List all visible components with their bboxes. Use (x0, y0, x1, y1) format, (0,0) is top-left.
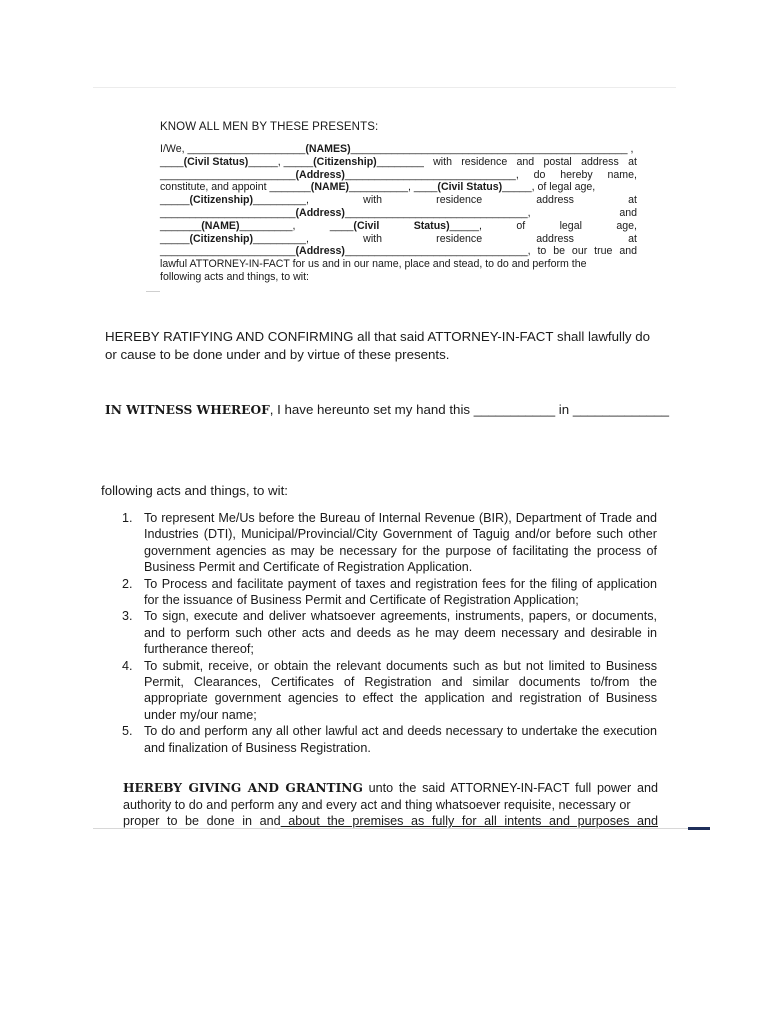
ratify-paragraph (105, 328, 665, 364)
document-title: KNOW ALL MEN BY THESE PRESENTS: (160, 121, 379, 133)
form-line-segment: with (363, 194, 383, 207)
form-line-segment: _____(Citizenship)_________, (160, 194, 310, 207)
separator-dash (146, 291, 160, 292)
form-line-segment: address (581, 155, 619, 168)
form-line-segment: _______________________(Address)_______________________________, (160, 206, 531, 219)
form-line (160, 245, 637, 258)
witness-paragraph (105, 401, 669, 419)
item-text: To sign, execute and deliver whatsoever agreements, instruments, papers, or documents, and to perform such other acts and deeds as he may deem necessary and desirable in furtherance thereof; (144, 609, 657, 657)
form-line-segment: age, (616, 219, 637, 232)
item-text: To submit, receive, or obtain the relevant documents such as but not limited to Business Permit, Clearances, Certificates of Registration and similar documents to/from the appropriate government agencies to effect the application and registration of Business under my/our name; (144, 658, 657, 722)
form-line-segment: and (619, 206, 637, 219)
item-number: 4. (122, 658, 133, 673)
form-line-segment: ____(Civil Status)_____, _____(Citizenship)________ (160, 155, 424, 168)
form-line-segment: Status)_____, (413, 219, 482, 232)
form-line-segment: residence (436, 232, 483, 245)
form-line (160, 169, 637, 182)
form-line-segment: _______(NAME)_________, (160, 219, 296, 232)
item-number: 1. (122, 511, 133, 525)
giving-text: unto the said ATTORNEY-IN-FACT full power and authority to do and perform any and every act and thing whatsoever requisite, necessary or (123, 781, 658, 812)
ratify-lead: HEREBY RATIFYING AND CONFIRMING (105, 329, 354, 344)
form-line-segment: hereby (560, 168, 593, 181)
bottom-rule-accent (688, 827, 710, 830)
item-number: 3. (122, 609, 133, 624)
giving-last-underlined: about the premises as fully for all intents and purposes and (280, 814, 658, 829)
form-line-segment: at (628, 232, 637, 245)
form-line-segment: and (619, 245, 637, 258)
form-line (160, 143, 637, 156)
witness-text: , I have hereunto set my hand this ___________ in _____________ (269, 402, 669, 417)
form-line-segment: ____(Civil (329, 219, 380, 232)
acts-list (122, 510, 657, 756)
form-line-segment: _______________________(Address)_______________________________, (160, 245, 531, 258)
form-line-segment: following acts and things, to wit: (160, 270, 309, 283)
form-line-segment: _____(Citizenship)_________, (160, 232, 310, 245)
top-rule (93, 87, 676, 88)
form-line-segment: address (536, 232, 574, 245)
list-item (122, 723, 657, 756)
form-line-segment: true (594, 245, 613, 258)
form-line-segment: with (363, 232, 383, 245)
form-line-segment: I/We, ____________________(NAMES)_______________________________________________ , (160, 143, 634, 155)
form-line-segment: be (553, 245, 566, 258)
ratify-text: all that said ATTORNEY-IN-FACT shall lawfully do or cause to be done under and by virtue of these presents. (105, 329, 651, 362)
form-line-segment: name, (607, 168, 637, 181)
form-line (160, 271, 637, 284)
form-line (160, 156, 637, 169)
form-line (160, 194, 637, 207)
form-line-segment: our (571, 245, 588, 258)
item-text: To Process and facilitate payment of taxes and registration fees for the filing of application for the issuance of Business Permit and Certificate of Registration Application; (144, 576, 657, 608)
form-line (160, 181, 637, 194)
list-item (122, 608, 657, 657)
form-line-segment: with (433, 155, 452, 168)
form-line (160, 220, 637, 233)
form-line-segment: _______________________(Address)_____________________________, (160, 168, 519, 181)
item-text: To do and perform any all other lawful act and deeds necessary to undertake the execution and finalization of Business Registration. (144, 724, 657, 755)
form-line (160, 258, 637, 271)
form-line-segment: residence (436, 194, 483, 207)
form-line-segment: to (537, 245, 547, 258)
giving-last-plain: proper to be done in and (123, 814, 281, 829)
form-line-segment: at (628, 155, 637, 168)
list-item (122, 576, 657, 609)
form-line-segment: residence (461, 155, 508, 168)
form-line (160, 207, 637, 220)
giving-lead: HEREBY GIVING AND GRANTING (123, 781, 363, 795)
form-line-segment: legal (559, 219, 582, 232)
form-line-segment: postal (543, 155, 572, 168)
form-line (160, 233, 637, 246)
bottom-rule (93, 828, 710, 829)
form-line-segment: constitute, and appoint _______(NAME)__________, ____(Civil Status)_____, of legal age, (160, 181, 596, 194)
list-item (122, 658, 657, 724)
form-line-segment: do (533, 168, 546, 181)
giving-paragraph (123, 780, 658, 830)
appointment-form (160, 143, 637, 284)
item-number: 2. (122, 576, 133, 591)
item-text: To represent Me/Us before the Bureau of Internal Revenue (BIR), Department of Trade and Industries (DTI), Municipal/Provincial/City Government of Taguig and/or before such other government agencies as may be necessary for the purpose of facilitating the process of Business Permit and Certificate of Registration Application. (144, 511, 657, 575)
form-line-segment: address (536, 194, 574, 207)
item-number: 5. (122, 724, 133, 739)
form-line-segment: and (516, 155, 535, 168)
acts-intro: following acts and things, to wit: (101, 483, 288, 498)
witness-lead: IN WITNESS WHEREOF (105, 403, 270, 417)
list-item (122, 510, 657, 576)
form-line-segment: at (628, 194, 637, 207)
form-line-segment: of (516, 219, 526, 232)
form-line-segment: lawful ATTORNEY-IN-FACT for us and in our name, place and stead, to do and perform the (160, 258, 587, 271)
